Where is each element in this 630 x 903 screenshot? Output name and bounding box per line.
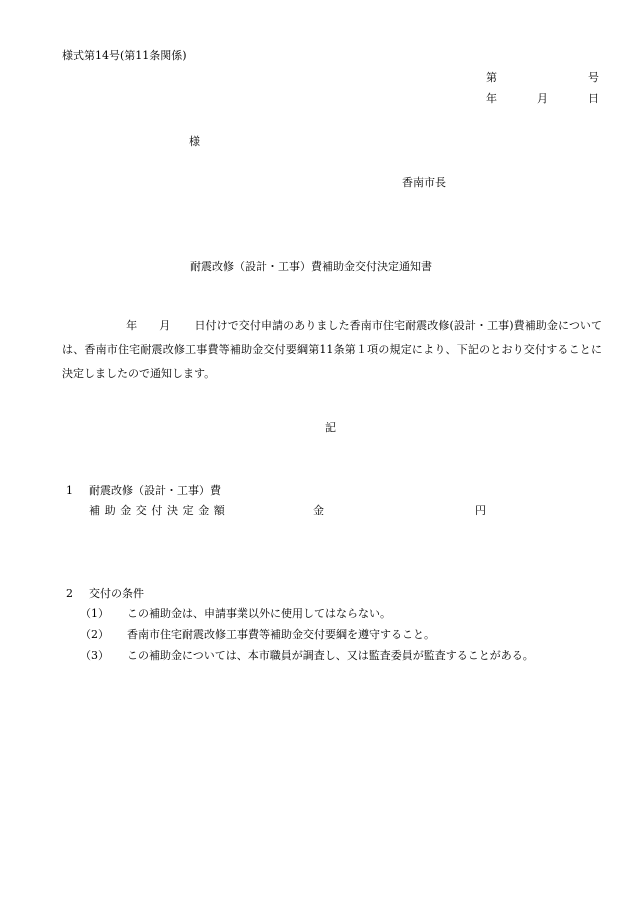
issuer: 香南市長 (402, 176, 446, 189)
condition-3-text: この補助金については、本市職員が調査し、又は監査委員が監査することがある。 (127, 649, 534, 662)
body-month: 月 (159, 319, 171, 332)
item1-number: 1 (66, 484, 73, 497)
item1-line1: 耐震改修（設計・工事）費 (89, 484, 221, 497)
addressee-suffix: 様 (189, 135, 200, 148)
body-text: 日付けで交付申請のありました香南市住宅耐震改修(設計・工事)費補助金については、香南市住宅耐震改修工事費等補助金交付要綱第11条第１項の規定により、下記のとおり交付することに決定しましたので通知します。 (62, 319, 603, 380)
condition-2-text: 香南市住宅耐震改修工事費等補助金交付要綱を遵守すること。 (127, 628, 435, 641)
condition-1-number: （1） (80, 607, 109, 620)
item1-yen: 円 (475, 504, 486, 517)
date-year: 年 (486, 92, 497, 105)
body-year: 年 (126, 319, 138, 332)
item1-kin: 金 (313, 504, 324, 517)
item2-heading: 交付の条件 (89, 587, 144, 600)
item1-line2: 補助金交付決定金額 (89, 504, 230, 517)
condition-3-number: （3） (80, 649, 109, 662)
condition-1-text: この補助金は、申請事業以外に使用してはならない。 (127, 607, 391, 620)
date-month: 月 (537, 92, 548, 105)
document-title: 耐震改修（設計・工事）費補助金交付決定通知書 (190, 260, 432, 273)
doc-number-prefix: 第 (486, 71, 497, 84)
item2-number: 2 (66, 587, 73, 600)
condition-2-number: （2） (80, 628, 109, 641)
ki-heading: 記 (325, 421, 336, 434)
form-number: 様式第14号(第11条関係) (62, 49, 187, 62)
doc-number-suffix: 号 (588, 71, 599, 84)
date-day: 日 (588, 92, 599, 105)
body-paragraph (62, 314, 602, 386)
